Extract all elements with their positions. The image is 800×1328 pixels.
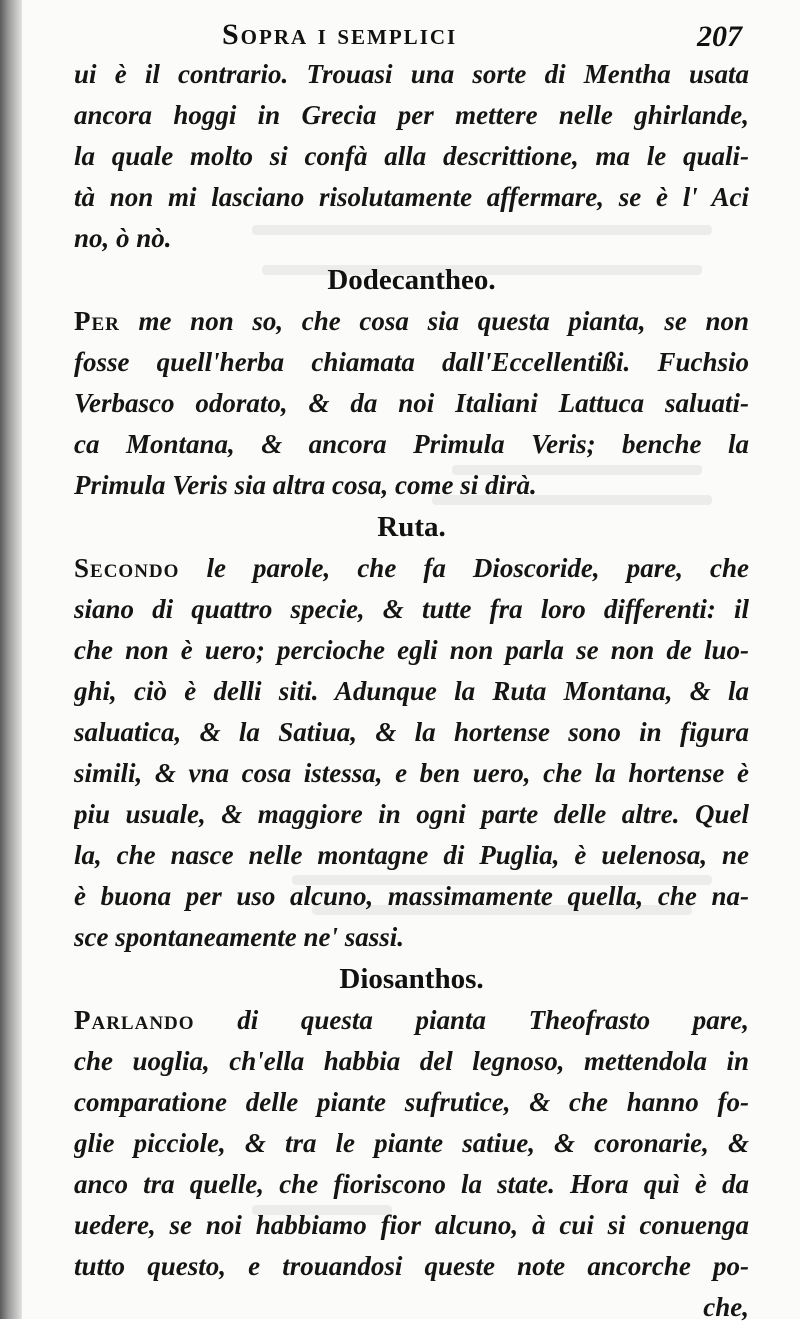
text-line: fosse quell'herba chiamata dall'Eccellentißi. Fuchsio — [74, 347, 749, 377]
catchword: che, — [703, 1292, 749, 1322]
text-line: piu usuale, & maggiore in ogni parte delle altre. Quel — [74, 799, 749, 829]
section-heading-diosanthos: Diosanthos. — [339, 963, 484, 995]
text-line: che uoglia, ch'ella habbia del legnoso, mettendola in — [74, 1046, 749, 1076]
page-body — [74, 54, 749, 1328]
text-line: comparatione delle piante sufrutice, & che hanno fo- — [74, 1087, 749, 1117]
text-line: ui è il contrario. Trouasi una sorte di Mentha usata — [74, 59, 749, 89]
paragraph-lead-word: Per — [74, 306, 120, 336]
text-line: è buona per uso alcuno, massimamente quella, che na- — [74, 881, 749, 911]
text-line: ca Montana, & ancora Primula Veris; benche la — [74, 429, 749, 459]
text-line: glie picciole, & tra le piante satiue, & coronarie, & — [74, 1128, 749, 1158]
text-line: anco tra quelle, che fioriscono la state. Hora quì è da — [74, 1169, 749, 1199]
text-line: tà non mi lasciano risolutamente affermare, se è l' Aci — [74, 182, 749, 212]
text-line: ancora hoggi in Grecia per mettere nelle ghirlande, — [74, 100, 749, 130]
section-heading-ruta: Ruta. — [377, 511, 446, 543]
text-line: che non è uero; percioche egli non parla se non de luo- — [74, 635, 749, 665]
page-header — [182, 14, 742, 56]
text-line: Primula Veris sia altra cosa, come si dirà. — [74, 470, 537, 500]
paragraph-lead-word: Parlando — [74, 1005, 195, 1035]
first-line-text: me non so, che cosa sia questa pianta, se non — [119, 306, 749, 336]
paragraph-first-line — [74, 1000, 749, 1041]
text-line: saluatica, & la Satiua, & la hortense sono in figura — [74, 717, 749, 747]
binding-edge — [0, 0, 22, 1319]
text-line: no, ò nò. — [74, 223, 172, 253]
text-line: la, che nasce nelle montagne di Puglia, è uelenosa, ne — [74, 840, 749, 870]
text-line: simili, & vna cosa istessa, e ben uero, che la hortense è — [74, 758, 749, 788]
page-number: 207 — [697, 20, 742, 53]
text-line: ghi, ciò è delli siti. Adunque la Ruta Montana, & la — [74, 676, 749, 706]
text-line: siano di quattro specie, & tutte fra loro differenti: il — [74, 594, 749, 624]
paragraph-first-line — [74, 301, 749, 342]
first-line-text: di questa pianta Theofrasto pare, — [194, 1005, 749, 1035]
text-line: sce spontaneamente ne' sassi. — [74, 922, 405, 952]
text-line: la quale molto si confà alla descrittione, ma le quali- — [74, 141, 749, 171]
book-page — [22, 0, 800, 1322]
first-line-text: le parole, che fa Dioscoride, pare, che — [179, 553, 749, 583]
text-line: uedere, se noi habbiamo fior alcuno, à cui si conuenga — [74, 1210, 749, 1240]
text-line: Verbasco odorato, & da noi Italiani Lattuca saluati- — [74, 388, 749, 418]
paragraph-lead-word: Secondo — [74, 553, 180, 583]
running-head: Sopra i semplici — [222, 18, 458, 51]
paragraph-first-line — [74, 548, 749, 589]
text-line: tutto questo, e trouandosi queste note ancorche po- — [74, 1251, 749, 1281]
section-heading-dodecantheo: Dodecantheo. — [327, 264, 496, 296]
